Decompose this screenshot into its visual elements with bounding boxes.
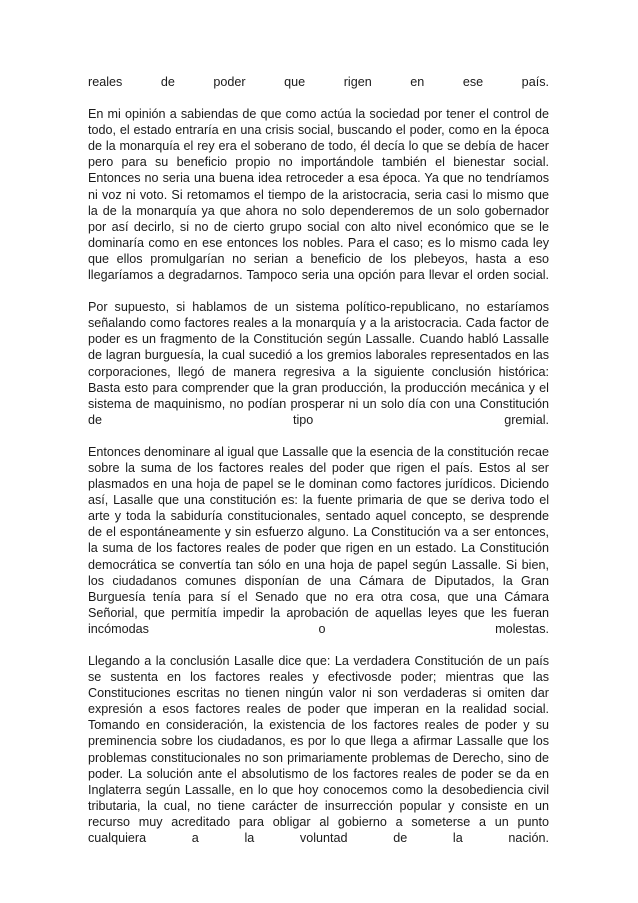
document-page bbox=[88, 74, 549, 846]
paragraph-3: Por supuesto, si hablamos de un sistema político-republicano, no estaríamos señalando como factores reales a la monarquía y a la aristocracia. Cada factor de poder es un fragmento de la Constitución según Lassalle. Cuando habló Lassalle de lagran burguesía, la cual sucedió a los gremios laborales representados en las corporaciones, llegó de manera regresiva a la siguiente conclusión histórica: Basta esto para comprender que la gran producción, la producción mecánica y el sistema de maquinismo, no podían prosperar ni un solo día con una Constitución de tipo gremial. bbox=[88, 300, 549, 427]
paragraph-5: Llegando a la conclusión Lasalle dice que: La verdadera Constitución de un país se sustenta en los factores reales y efectivosde poder; mientras que las Constituciones escritas no tienen ningún valor ni son verdaderas si omiten dar expresión a esos factores reales de poder que imperan en la realidad social. Tomando en consideración, la existencia de los factores reales de poder y su preminencia sobre los ciudadanos, es por lo que llega a afirmar Lassalle que los problemas constitucionales no son primariamente problemas de Derecho, sino de poder. La solución ante el absolutismo de los factores reales de poder se da en Inglaterra según Lassalle, en lo que hoy conocemos como la desobediencia civil tributaria, la cual, no tiene carácter de insurrección popular y consiste en un recurso muy acreditado para obligar al gobierno a someterse a un punto cualquiera a la voluntad de la nación. bbox=[88, 654, 549, 846]
paragraph-4: Entonces denominare al igual que Lassalle que la esencia de la constitución recae sobre la suma de los factores reales del poder que rigen el país. Estos al ser plasmados en una hoja de papel se le dominan como factores jurídicos. Diciendo así, Lasalle que una constitución es: la fuente primaria de que se deriva todo el arte y toda la sabiduría constitucionales, sentado aquel concepto, se desprende de el espontáneamente y sin esfuerzo alguno. La Constitución va a ser entonces, la suma de los factores reales de poder que rigen en un estado. La Constitución democrática se convertía tan sólo en una hoja de papel según Lassalle. Si bien, los ciudadanos comunes disponían de una Cámara de Diputados, la Gran Burguesía tenía para sí el Senado que no era otra cosa, que una Cámara Señorial, que permitía impedir la aprobación de aquellas leyes que les fueran incómodas o molestas. bbox=[88, 444, 549, 636]
paragraph-1: reales de poder que rigen en ese país. bbox=[88, 75, 549, 89]
paragraph-2: En mi opinión a sabiendas de que como actúa la sociedad por tener el control de todo, el estado entraría en una crisis social, buscando el poder, como en la época de la monarquía el rey era el soberano de todo, él decía lo que se debía de hacer pero para su beneficio propio no importándole también el bienestar social. Entonces no seria una buena idea retroceder a esa época. Ya que no tendríamos ni voz ni voto. Si retomamos el tiempo de la aristocracia, seria casi lo mismo que la de la monarquía ya que ahora no solo dependeremos de un solo gobernador por así decirlo, si no de cierto grupo social con alto nivel económico que se le dominaría como en ese entonces los nobles. Para el caso; es lo mismo cada ley que ellos promulgarían no serian a beneficio de los plebeyos, hasta a eso llegaríamos a degradarnos. Tampoco seria una opción para llevar el orden social. bbox=[88, 107, 549, 283]
